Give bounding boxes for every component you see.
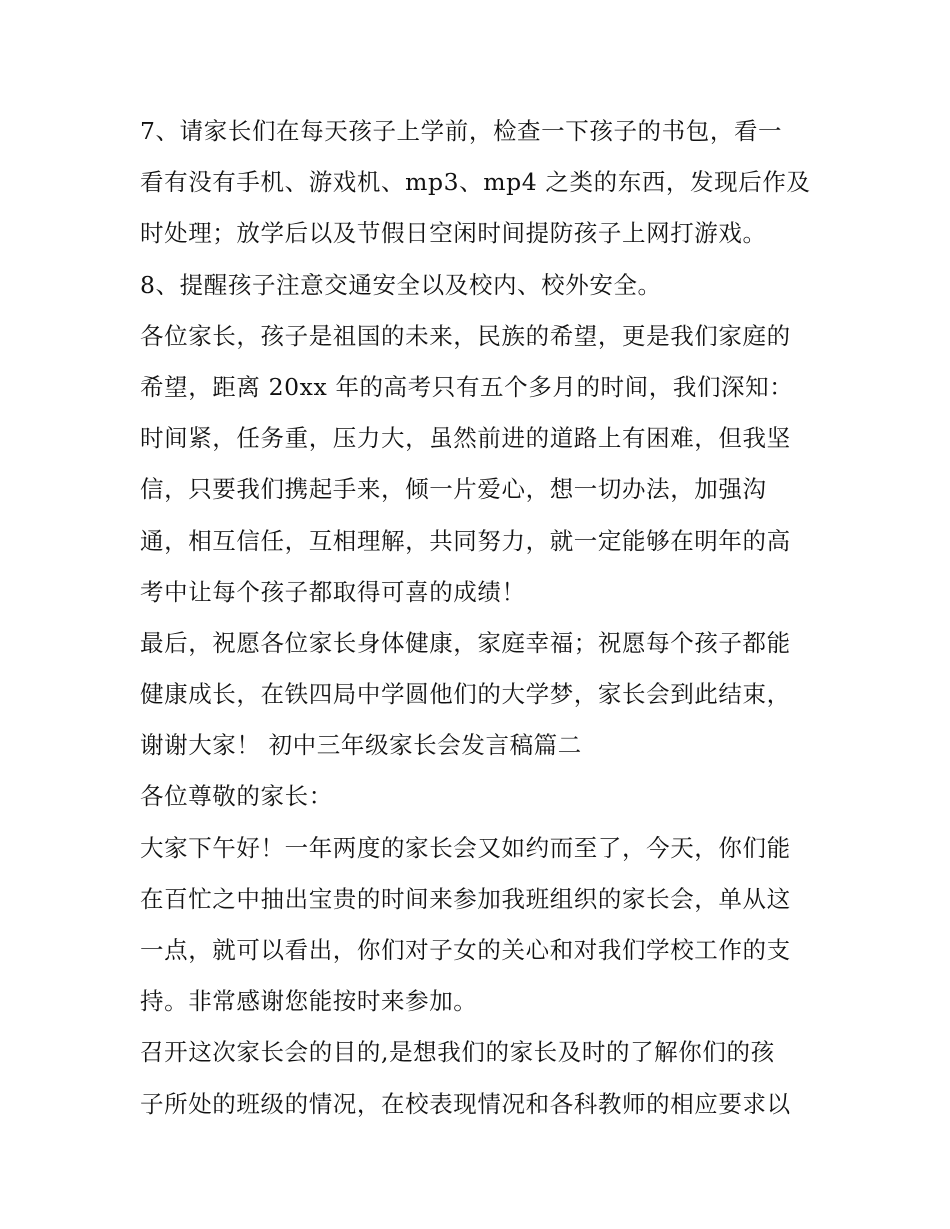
text-line: 信，只要我们携起手来，倾一片爱心，想一切办法，加强沟 bbox=[140, 475, 767, 504]
text-line: 时间紧，任务重，压力大，虽然前进的道路上有困难，但我坚 bbox=[140, 424, 791, 453]
document-body bbox=[140, 106, 820, 1130]
text-line: 子所处的班级的情况，在校表现情况和各科教师的相应要求以 bbox=[140, 1089, 791, 1118]
text-line: 召开这次家长会的目的,是想我们的家长及时的了解你们的孩 bbox=[140, 1038, 775, 1067]
text-line: 在百忙之中抽出宝贵的时间来参加我班组织的家长会，单从这 bbox=[140, 884, 791, 913]
text-line: 最后，祝愿各位家长身体健康，家庭幸福；祝愿每个孩子都能 bbox=[140, 628, 791, 657]
text-line: 各位尊敬的家长： bbox=[140, 782, 333, 811]
text-line: 健康成长，在铁四局中学圆他们的大学梦，家长会到此结束， bbox=[140, 680, 791, 709]
text-line: 一点，就可以看出，你们对子女的关心和对我们学校工作的支 bbox=[140, 936, 791, 964]
text-line: 各位家长，孩子是祖国的未来，民族的希望，更是我们家庭的 bbox=[140, 321, 791, 350]
text-line: 持。非常感谢您能按时来参加。 bbox=[140, 987, 478, 1016]
text-line: 大家下午好！一年两度的家长会又如约而至了，今天，你们能 bbox=[140, 833, 791, 862]
text-line: 考中让每个孩子都取得可喜的成绩！ bbox=[140, 577, 526, 606]
text-line: 时处理；放学后以及节假日空闲时间提防孩子上网打游戏。 bbox=[140, 219, 767, 248]
text-line: 希望，距离 20xx 年的高考只有五个多月的时间，我们深知： bbox=[140, 372, 794, 401]
text-line: 8、提醒孩子注意交通安全以及校内、校外安全。 bbox=[140, 270, 662, 299]
text-line: 谢谢大家！ 初中三年级家长会发言稿篇二 bbox=[140, 731, 582, 760]
text-line: 通，相互信任，互相理解，共同努力，就一定能够在明年的高 bbox=[140, 526, 791, 555]
text-line: 看有没有手机、游戏机、mp3、mp4 之类的东西，发现后作及 bbox=[140, 168, 811, 197]
text-line: 7、请家长们在每天孩子上学前，检查一下孩子的书包，看一 bbox=[140, 117, 783, 145]
